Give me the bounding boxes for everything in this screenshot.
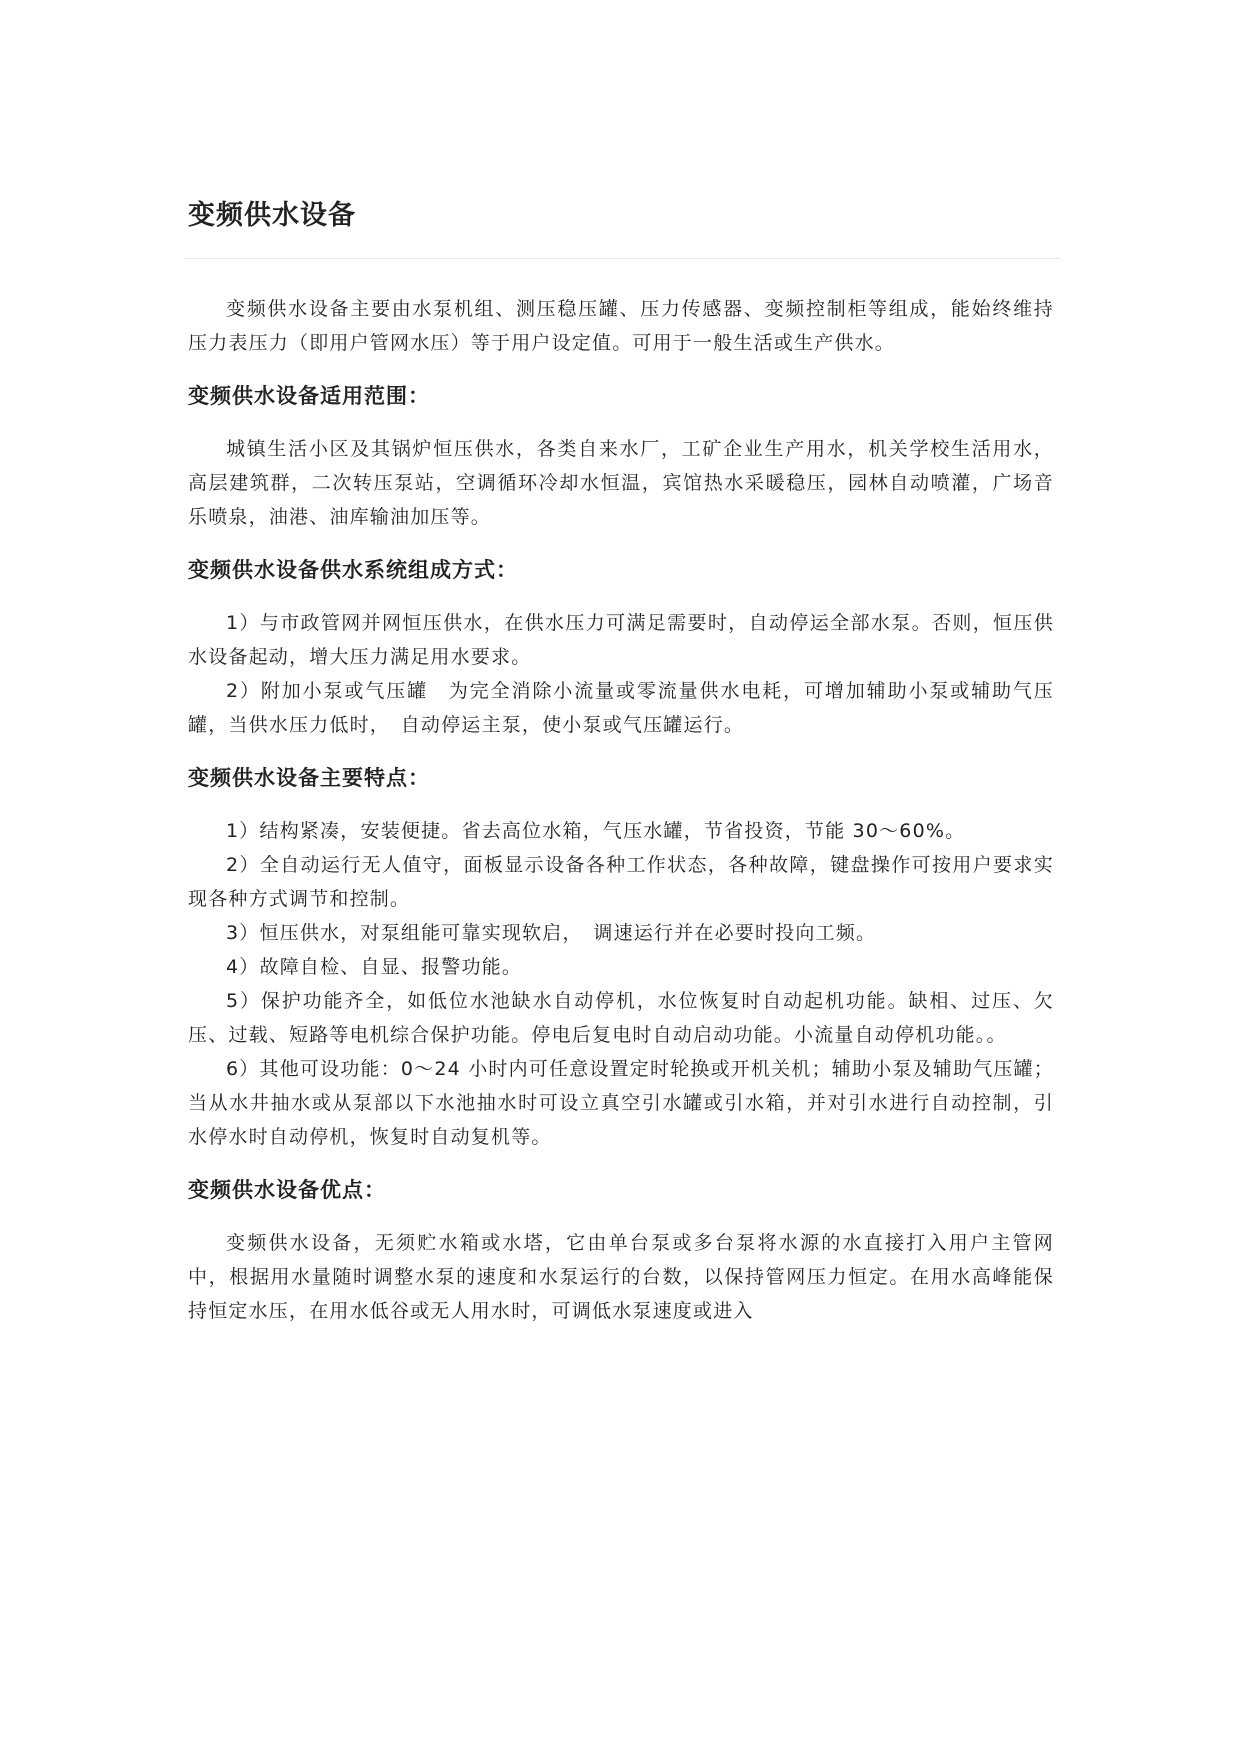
feature-paragraph-2: 2）全自动运行无人值守，面板显示设备各种工作状态，各种故障，键盘操作可按用户要求实现各种方式调节和控制。 xyxy=(188,854,1054,910)
document-page xyxy=(188,196,1054,1322)
title-divider xyxy=(184,258,1060,259)
composition-paragraph-2: 2）附加小泵或气压罐 为完全消除小流量或零流量供水电耗，可增加辅助小泵或辅助气压罐，当供水压力低时， 自动停运主泵，使小泵或气压罐运行。 xyxy=(188,680,1054,736)
document-body xyxy=(188,292,1054,1328)
feature-paragraph-5: 5）保护功能齐全，如低位水池缺水自动停机，水位恢复时自动起机功能。缺相、过压、欠压、过载、短路等电机综合保护功能。停电后复电时自动启动功能。小流量自动停机功能。。 xyxy=(188,990,1054,1046)
scope-paragraph: 城镇生活小区及其锅炉恒压供水，各类自来水厂，工矿企业生产用水，机关学校生活用水，高层建筑群，二次转压泵站，空调循环冷却水恒温，宾馆热水采暖稳压，园林自动喷灌，广场音乐喷泉，油港、油库输油加压等。 xyxy=(188,438,1054,528)
composition-paragraph-1: 1）与市政管网并网恒压供水，在供水压力可满足需要时，自动停运全部水泵。否则，恒压供水设备起动，增大压力满足用水要求。 xyxy=(188,612,1054,668)
feature-paragraph-1: 1）结构紧凑，安装便捷。省去高位水箱，气压水罐，节省投资，节能 30～60%。 xyxy=(226,820,966,842)
page-title: 变频供水设备 xyxy=(188,200,356,231)
section-heading-advantages: 变频供水设备优点： xyxy=(188,1178,386,1202)
advantages-paragraph: 变频供水设备，无须贮水箱或水塔，它由单台泵或多台泵将水源的水直接打入用户主管网中，根据用水量随时调整水泵的速度和水泵运行的台数，以保持管网压力恒定。在用水高峰能保持恒定水压，在用水低谷或无人用水时，可调低水泵速度或进入 xyxy=(188,1232,1054,1322)
feature-paragraph-4: 4）故障自检、自显、报警功能。 xyxy=(226,956,523,978)
feature-paragraph-3: 3）恒压供水，对泵组能可靠实现软启， 调速运行并在必要时投向工频。 xyxy=(226,922,877,944)
section-heading-composition: 变频供水设备供水系统组成方式： xyxy=(188,558,518,582)
section-heading-scope: 变频供水设备适用范围： xyxy=(188,384,430,408)
feature-paragraph-6: 6）其他可设功能：0～24 小时内可任意设置定时轮换或开机关机；辅助小泵及辅助气压罐；当从水井抽水或从泵部以下水池抽水时可设立真空引水罐或引水箱，并对引水进行自动控制，引水停水时自动停机，恢复时自动复机等。 xyxy=(188,1058,1054,1148)
section-heading-features: 变频供水设备主要特点： xyxy=(188,766,430,790)
intro-paragraph: 变频供水设备主要由水泵机组、测压稳压罐、压力传感器、变频控制柜等组成，能始终维持压力表压力（即用户管网水压）等于用户设定值。可用于一般生活或生产供水。 xyxy=(188,298,1054,354)
